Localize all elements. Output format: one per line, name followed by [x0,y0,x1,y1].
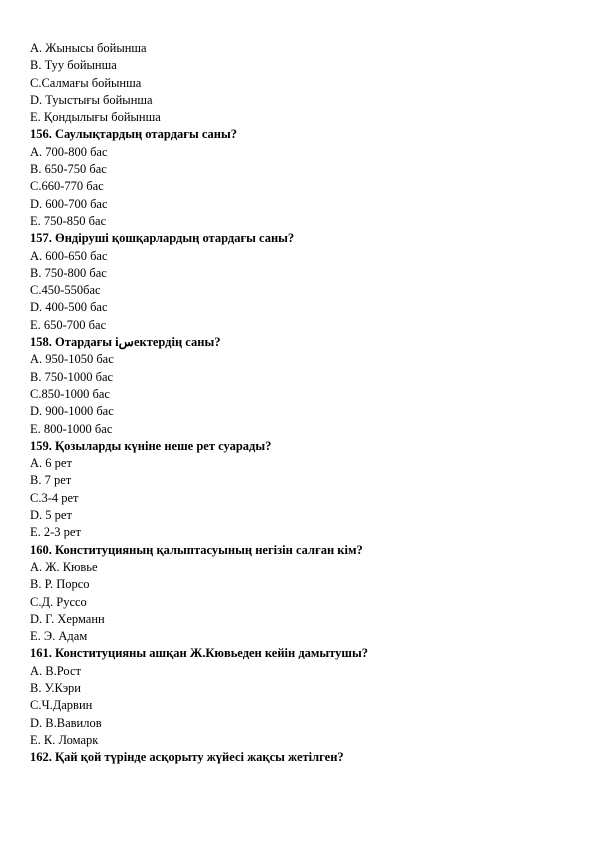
option-d: D. 5 рет [30,508,72,523]
question-text: 161. Конституцияны ашқан Ж.Кювьеден кейін дамытушы? [30,646,368,661]
option-d: D. Туыстығы бойынша [30,92,153,107]
option-a: A. Ж. Кювье [30,559,98,574]
option-d: D. В.Вавилов [30,715,102,730]
option-c: C.Салмағы бойынша [30,75,142,90]
question-158 [30,334,575,438]
option-a: A. 700-800 бас [30,144,108,159]
option-b: B. 650-750 бас [30,162,107,177]
question-text: 159. Қозыларды күніне неше рет суарады? [30,438,272,453]
option-a: A. 600-650 бас [30,248,108,263]
question-text: 162. Қай қой түрінде асқорыту жүйесі жақсы жетілген? [30,750,344,765]
option-c: C.660-770 бас [30,179,104,194]
option-c: C.Ч.Дарвин [30,698,93,713]
question-159 [30,438,575,542]
question-162 [30,749,575,766]
option-e: E. 800-1000 бас [30,421,113,436]
option-a: A. Жынысы бойынша [30,41,147,55]
option-a: A. 6 рет [30,456,72,471]
question-text: 157. Өндіруші қошқарлардың отардағы саны? [30,231,295,246]
option-c: C.850-1000 бас [30,386,110,401]
option-e: E. К. Ломарк [30,732,99,747]
question-text: 158. Отардағы іسектердің саны? [30,335,221,350]
option-e: E. Қондылығы бойынша [30,110,161,125]
option-e: E. 750-850 бас [30,213,107,228]
option-b: B. Р. Порсо [30,577,90,592]
option-c: C.450-550бас [30,283,101,298]
option-b: B. 750-800 бас [30,265,107,280]
question-157 [30,230,575,334]
top-option-list [30,40,575,126]
option-e: E. 650-700 бас [30,317,107,332]
option-e: E. 2-3 рет [30,525,81,540]
option-b: B. Туу бойынша [30,58,117,73]
option-d: D. 600-700 бас [30,196,108,211]
option-d: D. 400-500 бас [30,300,108,315]
option-d: D. 900-1000 бас [30,404,114,419]
option-c: C.Д. Руссо [30,594,87,609]
question-160 [30,542,575,646]
option-b: B. 7 рет [30,473,72,488]
option-b: B. У.Кэри [30,680,82,695]
question-161 [30,645,575,749]
option-d: D. Г. Херманн [30,611,105,626]
option-a: A. 950-1050 бас [30,352,114,367]
option-e: E. Э. Адам [30,629,88,644]
question-156 [30,126,575,230]
question-text: 160. Конституцияның қалыптасуының негізін салған кім? [30,542,363,557]
document-page [30,40,575,766]
option-c: C.3-4 рет [30,490,79,505]
option-b: B. 750-1000 бас [30,369,114,384]
question-text: 156. Саулықтардың отардағы саны? [30,127,238,142]
option-a: A. В.Рост [30,663,81,678]
